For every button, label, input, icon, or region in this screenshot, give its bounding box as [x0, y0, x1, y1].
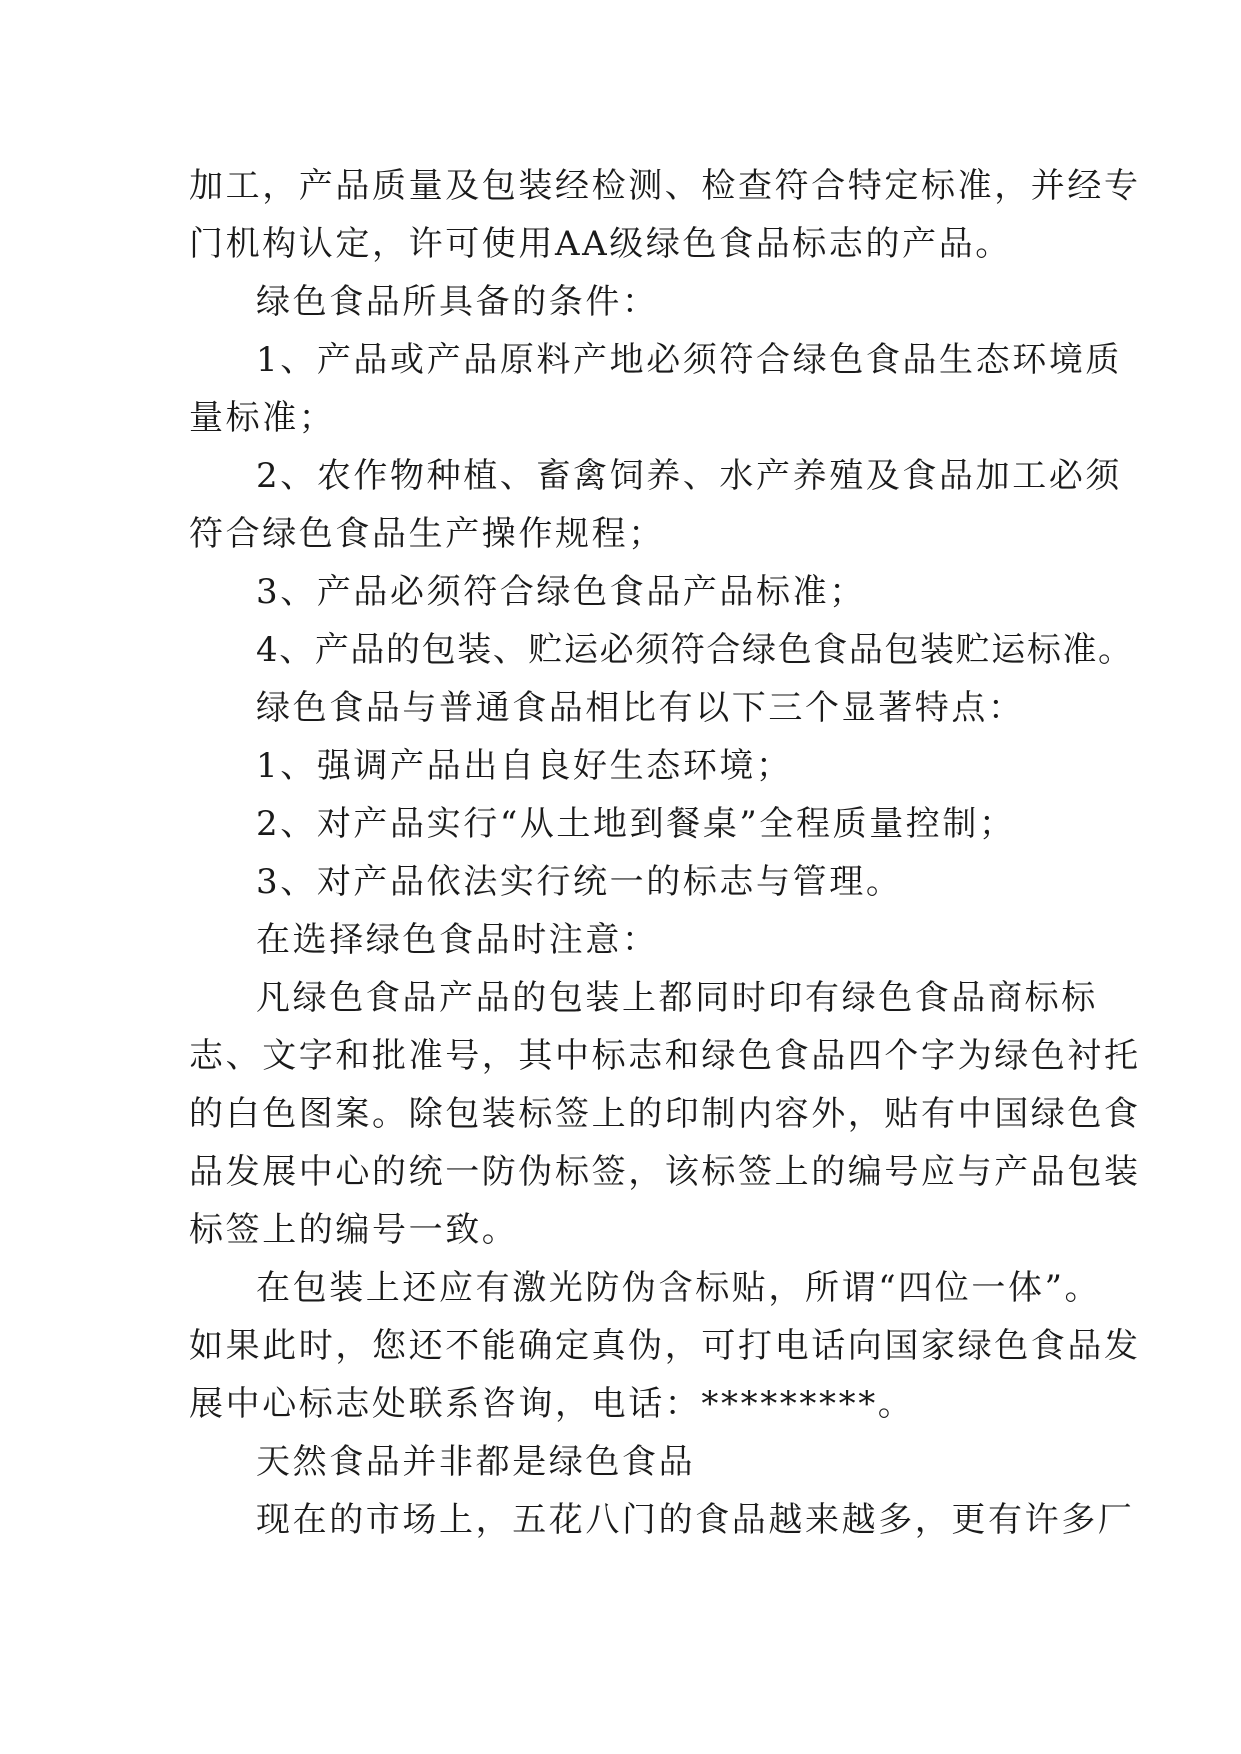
list-item: 3、对产品依法实行统一的标志与管理。	[256, 862, 903, 902]
list-item: 1、强调产品出自良好生态环境；	[256, 746, 793, 786]
list-item: 4、产品的包装、贮运必须符合绿色食品包装贮运标准。	[256, 630, 1134, 670]
text-line: 如果此时，您还不能确定真伪，可打电话向国家绿色食品发	[189, 1326, 1141, 1366]
list-item: 2、农作物种植、畜禽饲养、水产养殖及食品加工必须	[256, 456, 1123, 496]
text-line: 展中心标志处联系咨询，电话：*********。	[189, 1384, 915, 1424]
text-line: 的白色图案。除包装标签上的印制内容外，贴有中国绿色食	[189, 1094, 1141, 1134]
text-line: 符合绿色食品生产操作规程；	[189, 514, 665, 554]
paragraph-heading: 绿色食品所具备的条件：	[256, 282, 659, 322]
text-line: 加工，产品质量及包装经检测、检查符合特定标准，并经专	[189, 166, 1141, 206]
text-line: 量标准；	[189, 398, 336, 438]
text-line: 凡绿色食品产品的包装上都同时印有绿色食品商标标	[256, 978, 1098, 1018]
paragraph-heading: 绿色食品与普通食品相比有以下三个显著特点：	[256, 688, 1025, 728]
text-line: 标签上的编号一致。	[189, 1210, 519, 1250]
list-item: 3、产品必须符合绿色食品产品标准；	[256, 572, 866, 612]
text-line: 在包装上还应有激光防伪含标贴，所谓“四位一体”。	[256, 1268, 1102, 1308]
text-line: 门机构认定，许可使用AA级绿色食品标志的产品。	[189, 224, 1012, 264]
paragraph-heading: 在选择绿色食品时注意：	[256, 920, 659, 960]
text-line: 志、文字和批准号，其中标志和绿色食品四个字为绿色衬托	[189, 1036, 1141, 1076]
text-line: 品发展中心的统一防伪标签，该标签上的编号应与产品包装	[189, 1152, 1141, 1192]
paragraph-heading: 天然食品并非都是绿色食品	[256, 1442, 696, 1482]
text-line: 现在的市场上，五花八门的食品越来越多，更有许多厂	[256, 1500, 1135, 1540]
list-item: 2、对产品实行“从土地到餐桌”全程质量控制；	[256, 804, 1016, 844]
list-item: 1、产品或产品原料产地必须符合绿色食品生态环境质	[256, 340, 1123, 380]
